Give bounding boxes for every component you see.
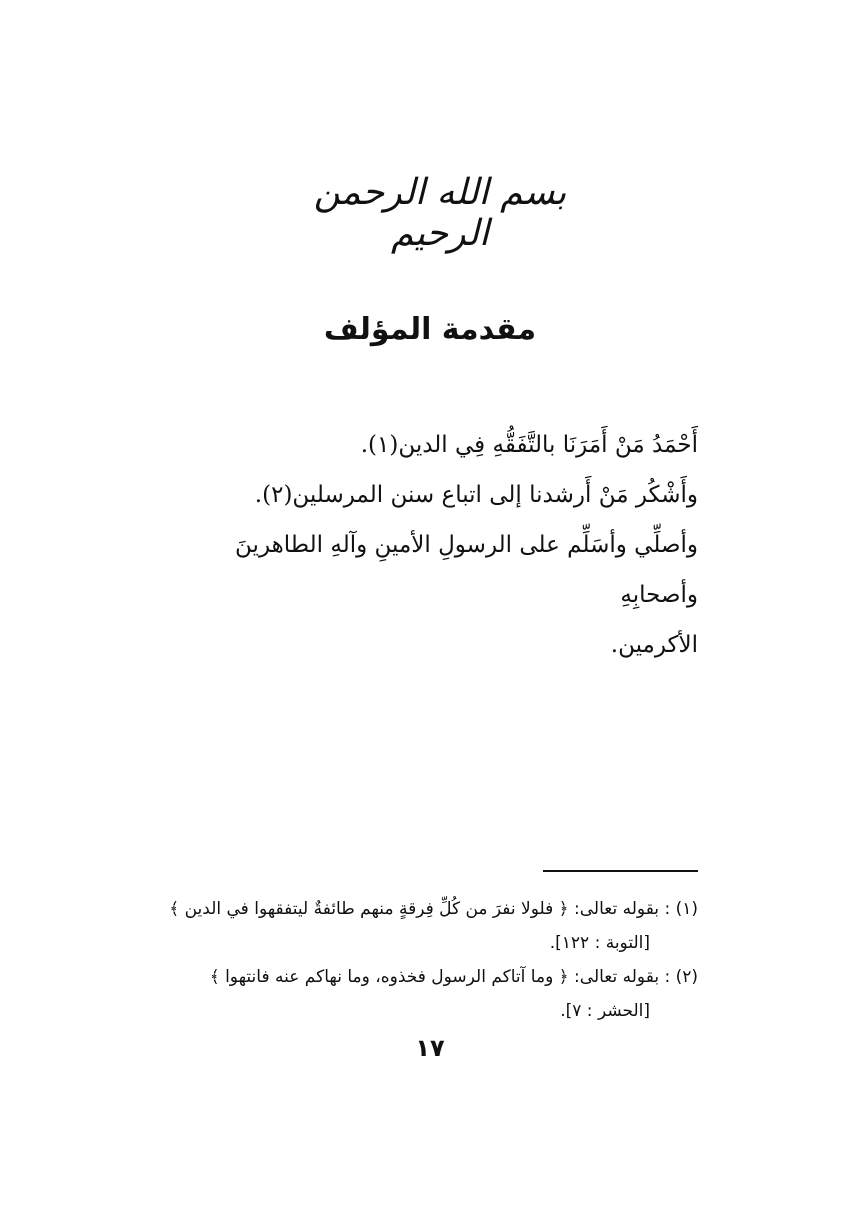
- intro-line-2: وأَشْكُر مَنْ أَرشدنا إلى اتباع سنن المرسلين(٢).: [254, 482, 698, 508]
- footnote-1: (١) : بقوله تعالى: ﴿ فلولا نفرَ من كُلِّ فِرقةٍ منهم طائفةٌ ليتفقهوا في الدين ﴾: [169, 899, 698, 919]
- intro-text: [158, 420, 698, 670]
- intro-line-1: أَحْمَدُ مَنْ أَمَرَنَا بالتَّفَقُّهِ فِي الدين(١).: [360, 432, 698, 458]
- basmala-calligraphy: بسم الله الرحمن الرحيم: [313, 172, 567, 254]
- footnotes: [158, 892, 698, 1028]
- page-number: ١٧: [415, 1034, 445, 1062]
- footnote-separator: [543, 870, 698, 872]
- intro-line-3: وأصلِّي وأسَلِّم على الرسولِ الأمينِ وآلهِ الطاهرينَ وأصحابِهِ: [235, 532, 698, 608]
- footnote-2: (٢) : بقوله تعالى: ﴿ وما آتاكم الرسول فخذوه، وما نهاكم عنه فانتهوا ﴾: [209, 967, 698, 987]
- footnote-1-reference: [التوبة : ١٢٢].: [549, 933, 650, 953]
- intro-line-4: الأكرمين.: [610, 632, 698, 658]
- page-title: مقدمة المؤلف: [323, 312, 537, 347]
- footnote-2-reference: [الحشر : ٧].: [560, 1001, 650, 1021]
